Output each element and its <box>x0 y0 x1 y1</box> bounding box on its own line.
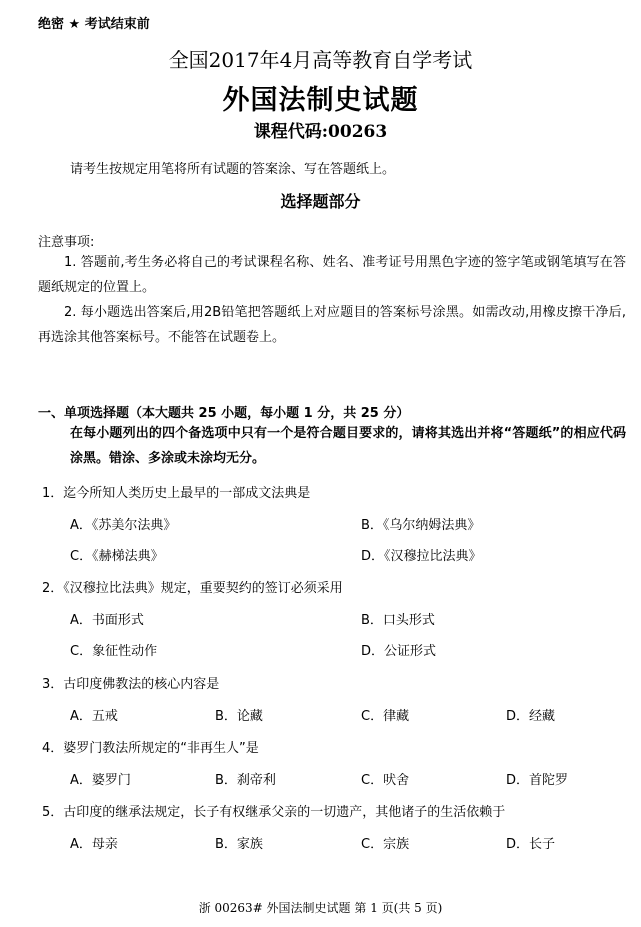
option-c: C．宗族 <box>361 837 410 852</box>
option-b: B．刹帝利 <box>215 773 276 788</box>
notes-heading: 注意事项: <box>38 235 95 250</box>
option-b: B．家族 <box>215 837 263 852</box>
question-stem: 5．古印度的继承法规定，长子有权继承父亲的一切遗产，其他诸子的生活依赖于 <box>42 805 506 820</box>
option-a: A．母亲 <box>70 837 118 852</box>
page-footer: 浙 00263# 外国法制史试题 第 1 页(共 5 页) <box>198 901 443 915</box>
confidential-label: 绝密 ★ 考试结束前 <box>38 17 150 32</box>
answer-instruction: 请考生按规定用笔将所有试题的答案涂、写在答题纸上。 <box>70 162 396 177</box>
option-d: D．长子 <box>506 837 556 852</box>
question-stem: 2．《汉穆拉比法典》规定，重要契约的签订必须采用 <box>42 581 343 596</box>
question-stem: 1．迄今所知人类历史上最早的一部成文法典是 <box>42 486 311 501</box>
option-a: A．书面形式 <box>70 613 144 628</box>
option-a: A．《苏美尔法典》 <box>70 518 177 533</box>
option-a: A．五戒 <box>70 709 118 724</box>
subject-title: 外国法制史试题 <box>222 85 419 116</box>
option-b: B．口头形式 <box>361 613 435 628</box>
option-c: C．吠舍 <box>361 773 410 788</box>
option-b: B．论藏 <box>215 709 263 724</box>
question-stem: 3．古印度佛教法的核心内容是 <box>42 677 220 692</box>
option-c: C．律藏 <box>361 709 410 724</box>
option-d: D．《汉穆拉比法典》 <box>361 549 482 564</box>
option-c: C．《赫梯法典》 <box>70 549 164 564</box>
part-heading: 一、单项选择题（本大题共 25 小题，每小题 1 分，共 25 分） <box>38 406 410 421</box>
course-code: 课程代码:00263 <box>253 122 388 142</box>
section-title: 选择题部分 <box>280 192 361 211</box>
option-c: C．象征性动作 <box>70 644 158 659</box>
option-d: D．公证形式 <box>361 644 437 659</box>
option-d: D．首陀罗 <box>506 773 569 788</box>
option-b: B．《乌尔纳姆法典》 <box>361 518 481 533</box>
option-a: A．婆罗门 <box>70 773 131 788</box>
note-item: 1. 答题前,考生务必将自己的考试课程名称、姓名、准考证号用黑色字迹的签字笔或钢笔填写在答题纸规定的位置上。 <box>38 255 626 295</box>
part-instruction: 在每小题列出的四个备选项中只有一个是符合题目要求的，请将其选出并将“答题纸”的相应代码涂黑。错涂、多涂或未涂均无分。 <box>70 426 626 466</box>
note-item: 2. 每小题选出答案后,用2B铅笔把答题纸上对应题目的答案标号涂黑。如需改动,用橡皮擦干净后,再选涂其他答案标号。不能答在试题卷上。 <box>38 305 626 345</box>
exam-title: 全国2017年4月高等教育自学考试 <box>168 48 473 72</box>
option-d: D．经藏 <box>506 709 556 724</box>
question-stem: 4．婆罗门教法所规定的“非再生人”是 <box>42 741 259 756</box>
